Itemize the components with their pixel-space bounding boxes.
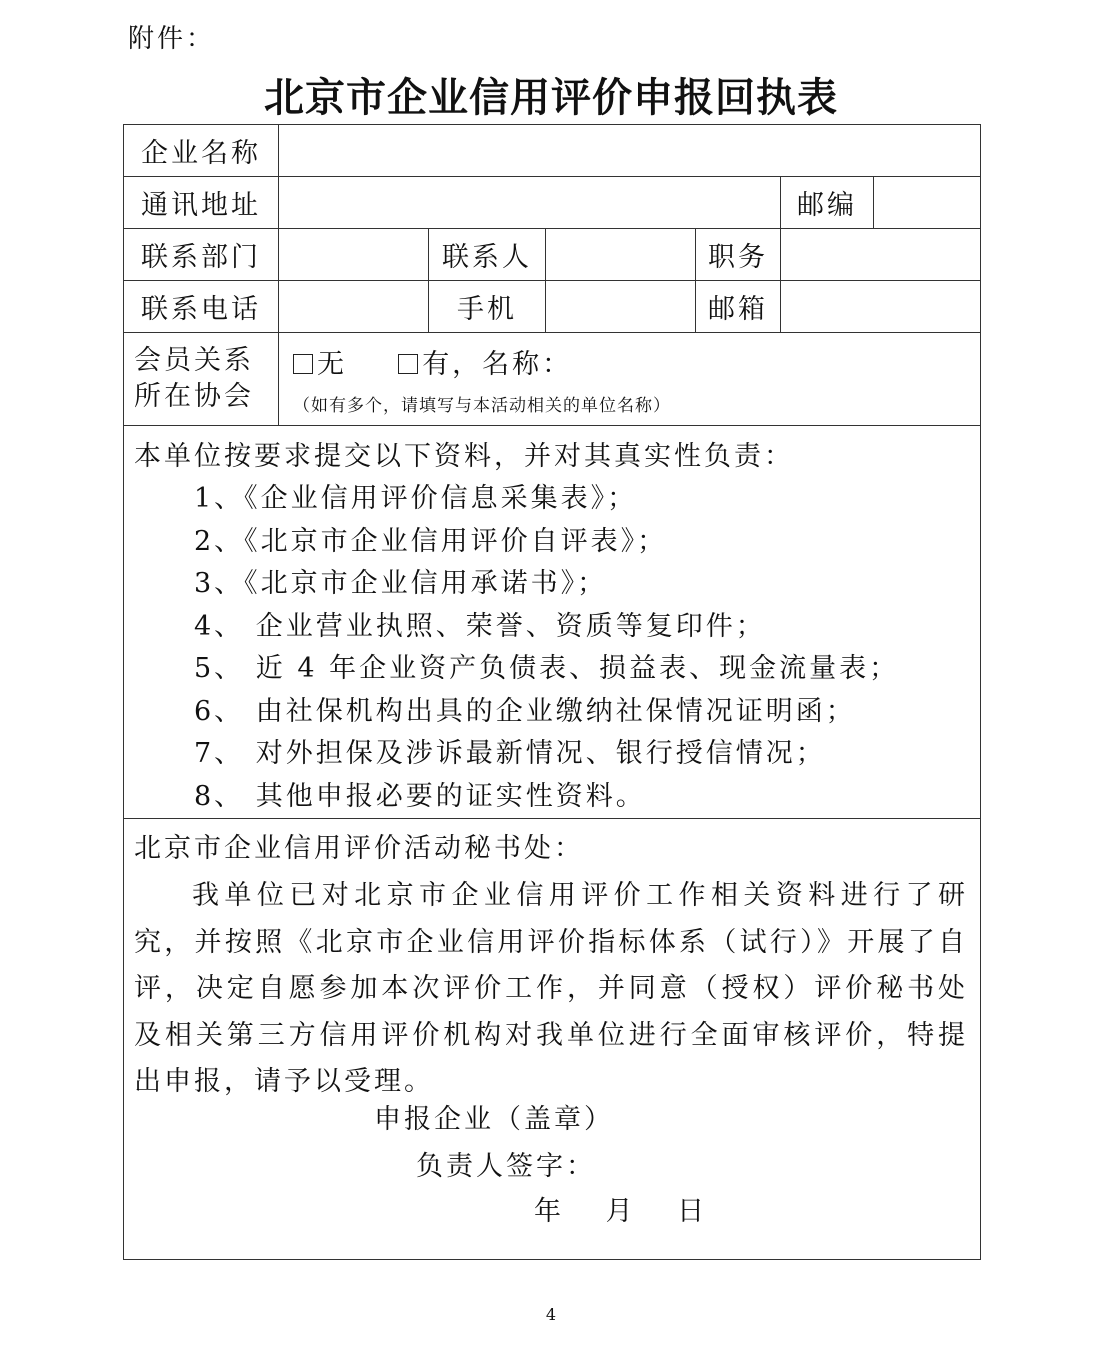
- declaration-section: [124, 819, 981, 1260]
- position-label: 职务: [696, 229, 781, 281]
- row-membership: [124, 333, 981, 426]
- contact-person-input[interactable]: [546, 229, 696, 281]
- contact-dept-label: 联系部门: [124, 229, 279, 281]
- mobile-input[interactable]: [546, 281, 696, 333]
- mobile-label: 手机: [429, 281, 546, 333]
- date-line: 年 月 日: [534, 1196, 708, 1227]
- materials-item: 8、 其他申报必要的证实性资料。: [194, 780, 646, 812]
- membership-note: （如有多个，请填写与本活动相关的单位名称）: [293, 396, 671, 416]
- page-number: 4: [545, 1305, 557, 1324]
- row-declaration: [124, 819, 981, 1260]
- materials-intro: 本单位按要求提交以下资料，并对其真实性负责：: [134, 441, 794, 472]
- attachment-label: 附件：: [128, 24, 216, 54]
- materials-item: 4、 企业营业执照、荣誉、资质等复印件；: [194, 610, 766, 642]
- phone-input[interactable]: [279, 281, 429, 333]
- seal-line: 申报企业（盖章）: [374, 1104, 614, 1135]
- materials-section: [124, 426, 981, 819]
- position-input[interactable]: [781, 229, 981, 281]
- address-label: 通讯地址: [124, 177, 279, 229]
- row-company-name: [124, 125, 981, 177]
- contact-dept-input[interactable]: [279, 229, 429, 281]
- declaration-body: 我单位已对北京市企业信用评价工作相关资料进行了研究，并按照《北京市企业信用评价指标体系（试行）》开展了自评，决定自愿参加本次评价工作，并同意（授权）评价秘书处及相关第三方信用评价机构对我单位进行全面审核评价，特提出申报，请予以受理。: [134, 880, 969, 1097]
- materials-item: 7、 对外担保及涉诉最新情况、银行授信情况；: [194, 738, 826, 769]
- email-input[interactable]: [781, 281, 981, 333]
- company-name-input[interactable]: [279, 125, 981, 177]
- email-label: 邮箱: [696, 281, 781, 333]
- phone-label: 联系电话: [124, 281, 279, 333]
- option-none-label: 无: [317, 349, 347, 380]
- signature-line: 负责人签字：: [416, 1151, 596, 1182]
- checkbox-none[interactable]: [293, 354, 313, 374]
- materials-item: 1、《企业信用评价信息采集表》；: [194, 483, 638, 514]
- membership-label-line2: 所在协会: [134, 381, 254, 412]
- address-input[interactable]: [279, 177, 781, 229]
- contact-person-label: 联系人: [429, 229, 546, 281]
- postcode-label: 邮编: [781, 177, 874, 229]
- row-contact: [124, 229, 981, 281]
- page-title: 北京市企业信用评价申报回执表: [264, 75, 838, 121]
- postcode-input[interactable]: [874, 177, 981, 229]
- checkbox-yes[interactable]: [398, 354, 418, 374]
- row-phone: [124, 281, 981, 333]
- membership-options: [279, 333, 981, 426]
- receipt-form-table: [123, 124, 981, 1260]
- materials-item: 6、 由社保机构出具的企业缴纳社保情况证明函；: [194, 695, 856, 727]
- row-address: [124, 177, 981, 229]
- declaration-addressee: 北京市企业信用评价活动秘书处：: [134, 833, 584, 864]
- materials-item: 3、《北京市企业信用承诺书》；: [194, 568, 608, 599]
- membership-label: [124, 333, 279, 426]
- option-yes-label: 有，名称：: [422, 349, 573, 380]
- materials-item: 2、《北京市企业信用评价自评表》；: [194, 525, 668, 557]
- materials-item: 5、 近 4 年企业资产负债表、损益表、现金流量表；: [194, 653, 900, 684]
- company-name-label: 企业名称: [124, 125, 279, 177]
- membership-label-line1: 会员关系: [134, 345, 254, 376]
- row-materials: [124, 426, 981, 819]
